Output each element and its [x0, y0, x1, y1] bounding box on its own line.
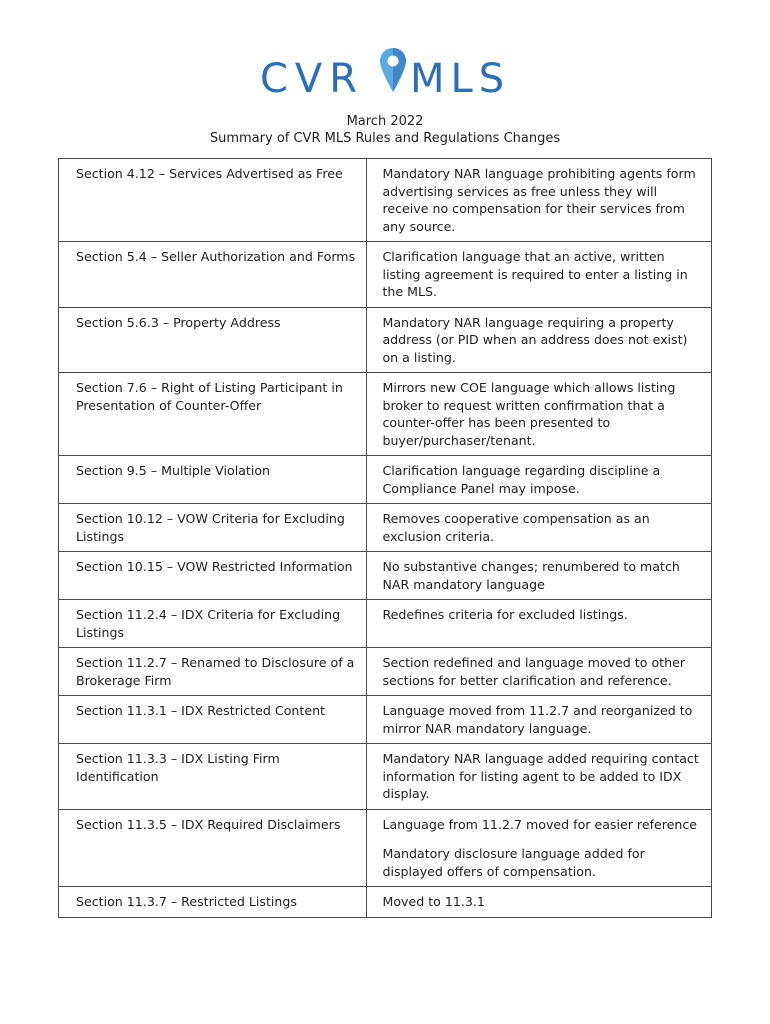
logo-graphic [260, 44, 510, 104]
table-row [59, 373, 712, 456]
change-cell: Mandatory disclosure language added for displayed offers of compensation. [382, 846, 645, 879]
cvrmls-logo [0, 44, 770, 104]
change-cell: Moved to 11.3.1 [367, 887, 712, 918]
change-cell: Language from 11.2.7 moved for easier reference [367, 809, 712, 839]
table-row [59, 552, 712, 600]
table-row [59, 809, 712, 839]
table-row [59, 504, 712, 552]
table-row [59, 307, 712, 373]
change-cell: Clarification language regarding discipline a Compliance Panel may impose. [367, 456, 712, 504]
table-row [59, 456, 712, 504]
section-cell: Section 11.2.7 – Renamed to Disclosure of a Brokerage Firm [59, 648, 367, 696]
section-cell: Section 9.5 – Multiple Violation [59, 456, 367, 504]
section-cell: Section 11.3.1 – IDX Restricted Content [59, 696, 367, 744]
table-row [59, 242, 712, 308]
change-cell: Mandatory NAR language added requiring contact information for listing agent to be added to IDX display. [367, 744, 712, 810]
change-cell: Language moved from 11.2.7 and reorganized to mirror NAR mandatory language. [367, 696, 712, 744]
section-cell-empty [59, 839, 367, 887]
document-heading [0, 113, 770, 147]
change-cell: Mandatory NAR language prohibiting agents form advertising services as free unless they will receive no compensation for their services from any source. [367, 159, 712, 242]
section-cell: Section 7.6 – Right of Listing Participant in Presentation of Counter-Offer [59, 373, 367, 456]
table-row-continuation [59, 839, 712, 887]
change-cell: Mirrors new COE language which allows listing broker to request written confirmation that a counter-offer has been presented to buyer/purchaser/tenant. [367, 373, 712, 456]
section-cell: Section 11.2.4 – IDX Criteria for Excluding Listings [59, 600, 367, 648]
table-row [59, 696, 712, 744]
section-cell: Section 5.4 – Seller Authorization and Forms [59, 242, 367, 308]
change-cell: Clarification language that an active, written listing agreement is required to enter a listing in the MLS. [367, 242, 712, 308]
table-row [59, 159, 712, 242]
change-cell: Section redefined and language moved to other sections for better clarification and reference. [367, 648, 712, 696]
section-cell: Section 11.3.5 – IDX Required Disclaimers [59, 809, 367, 839]
section-cell: Section 5.6.3 – Property Address [59, 307, 367, 373]
section-cell: Section 4.12 – Services Advertised as Free [59, 159, 367, 242]
table-row [59, 648, 712, 696]
table-row [59, 600, 712, 648]
table-row [59, 887, 712, 918]
document-date: March 2022 [346, 114, 424, 129]
logo-text-left: CVR [260, 56, 365, 102]
section-cell: Section 11.3.7 – Restricted Listings [59, 887, 367, 918]
map-pin-icon [380, 48, 406, 92]
section-cell: Section 10.15 – VOW Restricted Information [59, 552, 367, 600]
table-row [59, 744, 712, 810]
logo-text-right: MLS [410, 56, 510, 102]
document-title: Summary of CVR MLS Rules and Regulations Changes [209, 131, 561, 146]
section-cell: Section 10.12 – VOW Criteria for Excluding Listings [59, 504, 367, 552]
change-cell: No substantive changes; renumbered to match NAR mandatory language [367, 552, 712, 600]
change-cell: Mandatory NAR language requiring a property address (or PID when an address does not exist) on a listing. [367, 307, 712, 373]
rules-changes-table [58, 158, 712, 918]
change-cell: Redefines criteria for excluded listings. [367, 600, 712, 648]
section-cell: Section 11.3.3 – IDX Listing Firm Identification [59, 744, 367, 810]
change-cell: Removes cooperative compensation as an exclusion criteria. [367, 504, 712, 552]
